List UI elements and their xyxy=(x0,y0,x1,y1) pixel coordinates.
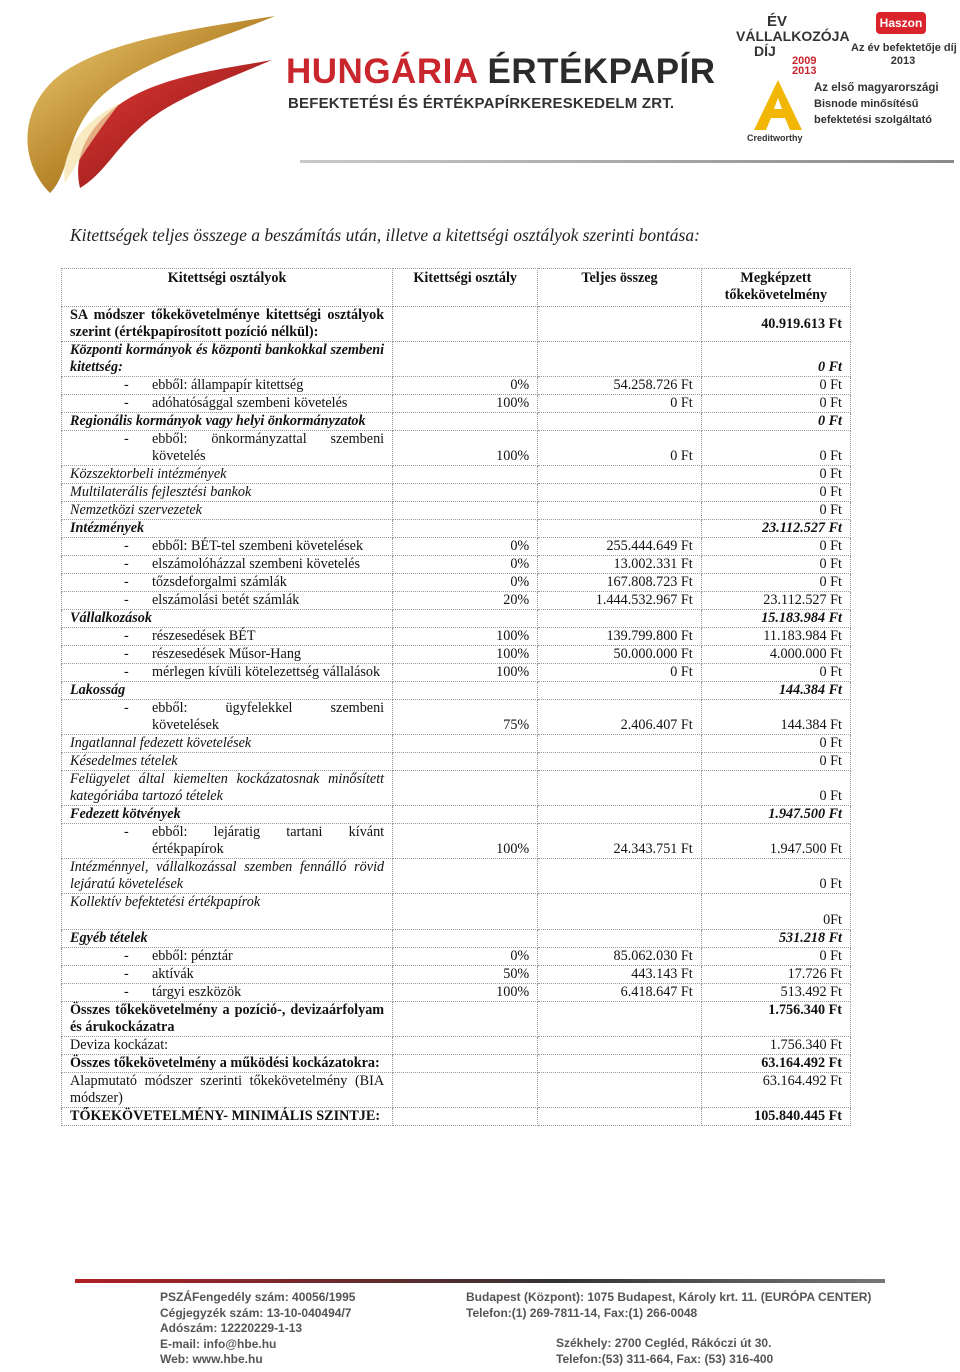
table-row xyxy=(62,1108,851,1126)
row-label-cell xyxy=(62,1073,393,1108)
total-amount-cell: 24.343.751 Ft xyxy=(538,824,702,859)
capital-requirement-cell: 63.164.492 Ft xyxy=(701,1073,850,1108)
row-label-cell xyxy=(62,1002,393,1037)
row-label: elszámolóházzal szembeni követelés xyxy=(152,556,360,572)
rating-line-2: Bisnode minősítésű xyxy=(814,98,919,110)
row-label: részesedések Műsor-Hang xyxy=(152,646,302,662)
table-row xyxy=(62,1037,851,1055)
total-amount-cell xyxy=(538,753,702,771)
risk-weight-cell: 20% xyxy=(393,592,538,610)
row-label: ebből: lejáratig tartani kívánt értékpapírok xyxy=(152,824,385,857)
list-dash: - xyxy=(124,592,129,608)
capital-requirement-cell: 15.183.984 Ft xyxy=(701,610,850,628)
total-amount-cell xyxy=(538,502,702,520)
footer-seat-phone: Telefon:(53) 311-664, Fax: (53) 316-400 xyxy=(556,1351,774,1366)
row-label-cell xyxy=(62,646,393,664)
capital-requirement-cell: 0 Ft xyxy=(701,556,850,574)
risk-weight-cell xyxy=(393,1037,538,1055)
total-amount-cell: 255.444.649 Ft xyxy=(538,538,702,556)
total-amount-cell xyxy=(538,520,702,538)
list-dash: - xyxy=(124,628,129,644)
table-row xyxy=(62,984,851,1002)
row-label-cell xyxy=(62,735,393,753)
row-label-cell xyxy=(62,377,393,395)
haszon-award-line-1: Az év befektetője díj xyxy=(851,42,957,54)
brand-word-hungaria: HUNGÁRIA xyxy=(286,52,478,91)
footer-hq-address xyxy=(466,1290,871,1321)
risk-weight-cell: 0% xyxy=(393,948,538,966)
risk-weight-cell xyxy=(393,894,538,930)
capital-requirement-cell: 0 Ft xyxy=(701,431,850,466)
exposure-table xyxy=(61,268,851,1126)
total-amount-cell: 13.002.331 Ft xyxy=(538,556,702,574)
risk-weight-cell: 0% xyxy=(393,538,538,556)
table-row xyxy=(62,520,851,538)
creditworthy-a-logo xyxy=(752,78,804,132)
total-amount-cell: 6.418.647 Ft xyxy=(538,984,702,1002)
risk-weight-cell xyxy=(393,610,538,628)
total-amount-cell xyxy=(538,307,702,342)
haszon-award-line-2: 2013 xyxy=(890,55,916,67)
brand-name xyxy=(286,52,716,92)
row-label-cell xyxy=(62,700,393,735)
table-row xyxy=(62,502,851,520)
capital-requirement-cell: 0 Ft xyxy=(701,395,850,413)
risk-weight-cell xyxy=(393,484,538,502)
total-amount-cell xyxy=(538,466,702,484)
risk-weight-cell xyxy=(393,771,538,806)
total-amount-cell: 139.799.800 Ft xyxy=(538,628,702,646)
capital-requirement-cell: 0 Ft xyxy=(701,753,850,771)
row-label: ebből: állampapír kitettség xyxy=(152,377,304,393)
capital-requirement-cell: 63.164.492 Ft xyxy=(701,1055,850,1073)
table-row xyxy=(62,466,851,484)
list-dash: - xyxy=(124,574,129,590)
row-label-cell xyxy=(62,610,393,628)
capital-requirement-cell: 0 Ft xyxy=(701,735,850,753)
row-label: aktívák xyxy=(152,966,194,982)
header-exposure-classes: Kitettségi osztályok xyxy=(62,269,393,307)
capital-requirement-cell: 144.384 Ft xyxy=(701,700,850,735)
award-line-1: ÉV xyxy=(766,13,787,30)
row-label: Egyéb tételek xyxy=(70,930,148,946)
risk-weight-cell xyxy=(393,753,538,771)
row-label: Intézménnyel, vállalkozással szemben fennálló rövid lejáratú követelések xyxy=(70,859,385,892)
creditworthy-label: Creditworthy xyxy=(747,133,803,143)
table-row xyxy=(62,682,851,700)
capital-requirement-cell: 0 Ft xyxy=(701,466,850,484)
total-amount-cell xyxy=(538,682,702,700)
capital-requirement-cell: 0 Ft xyxy=(701,948,850,966)
row-label: tárgyi eszközök xyxy=(152,984,242,1000)
risk-weight-cell: 100% xyxy=(393,395,538,413)
capital-requirement-cell: 17.726 Ft xyxy=(701,966,850,984)
capital-requirement-cell: 0 Ft xyxy=(701,664,850,682)
row-label: Közszektorbeli intézmények xyxy=(70,466,227,482)
footer-hq-line: Budapest (Központ): 1075 Budapest, Károly krt. 11. (EURÓPA CENTER) xyxy=(466,1290,872,1304)
row-label: Ingatlannal fedezett követelések xyxy=(70,735,252,751)
risk-weight-cell xyxy=(393,1055,538,1073)
total-amount-cell xyxy=(538,894,702,930)
table-row xyxy=(62,894,851,930)
capital-requirement-cell: 4.000.000 Ft xyxy=(701,646,850,664)
row-label-cell xyxy=(62,1055,393,1073)
table-row xyxy=(62,859,851,894)
brand-word-ertekpapir: ÉRTÉKPAPÍR xyxy=(487,52,716,91)
row-label-cell xyxy=(62,824,393,859)
table-row xyxy=(62,735,851,753)
risk-weight-cell: 100% xyxy=(393,646,538,664)
table-row xyxy=(62,484,851,502)
list-dash: - xyxy=(124,966,129,982)
total-amount-cell: 0 Ft xyxy=(538,664,702,682)
row-label: SA módszer tőkekövetelménye kitettségi osztályok szerint (értékpapírosított pozíció nélkül): xyxy=(70,307,385,340)
footer-company-reg: Cégjegyzék szám: 13-10-040494/7 xyxy=(160,1305,352,1320)
rating-text xyxy=(814,80,939,128)
capital-requirement-cell: 0 Ft xyxy=(701,484,850,502)
capital-requirement-cell: 23.112.527 Ft xyxy=(701,520,850,538)
row-label: ebből: pénztár xyxy=(152,948,233,964)
capital-requirement-cell: 40.919.613 Ft xyxy=(701,307,850,342)
risk-weight-cell xyxy=(393,413,538,431)
risk-weight-cell: 100% xyxy=(393,431,538,466)
total-amount-cell xyxy=(538,771,702,806)
capital-requirement-cell: 513.492 Ft xyxy=(701,984,850,1002)
risk-weight-cell xyxy=(393,930,538,948)
row-label: ebből: BÉT-tel szembeni követelések xyxy=(152,538,364,554)
row-label-cell xyxy=(62,502,393,520)
table-row xyxy=(62,342,851,377)
capital-requirement-cell: 531.218 Ft xyxy=(701,930,850,948)
list-dash: - xyxy=(124,984,129,1000)
capital-requirement-cell: 0 Ft xyxy=(701,413,850,431)
row-label-cell xyxy=(62,1037,393,1055)
risk-weight-cell: 100% xyxy=(393,664,538,682)
award-logo xyxy=(736,13,850,77)
table-row xyxy=(62,574,851,592)
table-row xyxy=(62,610,851,628)
footer-seat-address xyxy=(556,1336,773,1367)
total-amount-cell xyxy=(538,1055,702,1073)
risk-weight-cell: 75% xyxy=(393,700,538,735)
risk-weight-cell: 100% xyxy=(393,984,538,1002)
capital-requirement-cell: 0 Ft xyxy=(701,377,850,395)
total-amount-cell: 443.143 Ft xyxy=(538,966,702,984)
risk-weight-cell xyxy=(393,735,538,753)
row-label: Felügyelet által kiemelten kockázatosnak minősített kategóriába tartozó tételek xyxy=(70,771,385,804)
letterhead xyxy=(0,0,960,205)
table-row xyxy=(62,1055,851,1073)
list-dash: - xyxy=(124,948,129,964)
total-amount-cell xyxy=(538,1073,702,1108)
row-label: Összes tőkekövetelmény a működési kockázatokra: xyxy=(70,1055,380,1071)
table-row xyxy=(62,377,851,395)
footer-hq-phone: Telefon:(1) 269-7811-14, Fax:(1) 266-0048 xyxy=(466,1305,698,1320)
rating-line-1: Az első magyarországi xyxy=(814,82,939,94)
brand-subtitle: BEFEKTETÉSI ÉS ÉRTÉKPAPÍRKERESKEDELM ZRT. xyxy=(288,95,675,112)
list-dash: - xyxy=(124,538,129,554)
capital-requirement-cell: 0 Ft xyxy=(701,771,850,806)
table-row xyxy=(62,628,851,646)
capital-requirement-cell: 144.384 Ft xyxy=(701,682,850,700)
row-label: Fedezett kötvények xyxy=(70,806,181,822)
row-label: Multilaterális fejlesztési bankok xyxy=(70,484,252,500)
total-amount-cell: 0 Ft xyxy=(538,431,702,466)
row-label: ebből: ügyfelekkel szembeni követelések xyxy=(152,700,385,733)
capital-requirement-cell: 1.947.500 Ft xyxy=(701,806,850,824)
header-exposure-class: Kitettségi osztály xyxy=(393,269,538,307)
risk-weight-cell xyxy=(393,520,538,538)
table-row xyxy=(62,646,851,664)
row-label-cell xyxy=(62,395,393,413)
row-label: ebből: önkormányzattal szembeni követelés xyxy=(152,431,385,464)
table-body xyxy=(62,307,851,1126)
row-label-cell xyxy=(62,984,393,1002)
risk-weight-cell: 100% xyxy=(393,628,538,646)
total-amount-cell: 50.000.000 Ft xyxy=(538,646,702,664)
footer-license: PSZÁFengedély szám: 40056/1995 xyxy=(160,1290,356,1304)
risk-weight-cell xyxy=(393,682,538,700)
total-amount-cell xyxy=(538,1108,702,1126)
row-label-cell xyxy=(62,966,393,984)
table-row xyxy=(62,806,851,824)
total-amount-cell xyxy=(538,859,702,894)
row-label-cell xyxy=(62,771,393,806)
risk-weight-cell xyxy=(393,806,538,824)
row-label-cell xyxy=(62,431,393,466)
row-label: Lakosság xyxy=(70,682,126,698)
table-row xyxy=(62,556,851,574)
haszon-logo: Haszon xyxy=(876,12,926,34)
header-capital-requirement: Megképzett tőkekövetelmény xyxy=(701,269,850,307)
table-header-row xyxy=(62,269,851,307)
total-amount-cell: 85.062.030 Ft xyxy=(538,948,702,966)
row-label-cell xyxy=(62,859,393,894)
capital-requirement-cell: 0Ft xyxy=(701,894,850,930)
row-label: tőzsdeforgalmi számlák xyxy=(152,574,287,590)
row-label-cell xyxy=(62,307,393,342)
list-dash: - xyxy=(124,395,129,411)
table-row xyxy=(62,592,851,610)
table-row xyxy=(62,1073,851,1108)
row-label: Intézmények xyxy=(70,520,145,536)
row-label-cell xyxy=(62,753,393,771)
footer-email: E-mail: info@hbe.hu xyxy=(160,1336,277,1351)
award-line-3: DÍJ xyxy=(754,43,776,59)
capital-requirement-cell: 0 Ft xyxy=(701,342,850,377)
row-label: mérlegen kívüli kötelezettség vállalások xyxy=(152,664,381,680)
risk-weight-cell: 0% xyxy=(393,574,538,592)
row-label-cell xyxy=(62,556,393,574)
table-row xyxy=(62,1002,851,1037)
footer-tax-number: Adószám: 12220229-1-13 xyxy=(160,1321,303,1335)
table-row xyxy=(62,664,851,682)
row-label: Vállalkozások xyxy=(70,610,152,626)
total-amount-cell xyxy=(538,413,702,431)
table-row xyxy=(62,307,851,342)
row-label-cell xyxy=(62,628,393,646)
risk-weight-cell: 0% xyxy=(393,556,538,574)
capital-requirement-cell: 1.756.340 Ft xyxy=(701,1002,850,1037)
row-label: Kollektív befektetési értékpapírok xyxy=(70,894,261,910)
capital-requirement-cell: 1.756.340 Ft xyxy=(701,1037,850,1055)
table-row xyxy=(62,753,851,771)
row-label-cell xyxy=(62,1108,393,1126)
row-label: Deviza kockázat: xyxy=(70,1037,169,1053)
row-label: Nemzetközi szervezetek xyxy=(70,502,202,518)
row-label: Összes tőkekövetelmény a pozíció-, devizaárfolyam és árukockázatra xyxy=(70,1002,385,1035)
risk-weight-cell xyxy=(393,307,538,342)
row-label-cell xyxy=(62,413,393,431)
risk-weight-cell: 100% xyxy=(393,824,538,859)
rating-line-3: befektetési szolgáltató xyxy=(814,114,932,126)
total-amount-cell xyxy=(538,1037,702,1055)
total-amount-cell: 1.444.532.967 Ft xyxy=(538,592,702,610)
row-label: elszámolási betét számlák xyxy=(152,592,300,608)
total-amount-cell xyxy=(538,610,702,628)
risk-weight-cell xyxy=(393,859,538,894)
risk-weight-cell xyxy=(393,1002,538,1037)
row-label-cell xyxy=(62,806,393,824)
risk-weight-cell xyxy=(393,342,538,377)
header-divider xyxy=(300,160,954,163)
list-dash: - xyxy=(124,646,129,662)
total-amount-cell xyxy=(538,806,702,824)
row-label-cell xyxy=(62,574,393,592)
list-dash: - xyxy=(124,700,129,716)
footer-web: Web: www.hbe.hu xyxy=(160,1352,263,1366)
risk-weight-cell xyxy=(393,502,538,520)
row-label: Késedelmes tételek xyxy=(70,753,178,769)
row-label-cell xyxy=(62,520,393,538)
company-logo-swirl xyxy=(10,8,280,203)
table-row xyxy=(62,413,851,431)
haszon-award-text xyxy=(851,42,955,68)
list-dash: - xyxy=(124,556,129,572)
risk-weight-cell xyxy=(393,466,538,484)
table-row xyxy=(62,966,851,984)
row-label-cell xyxy=(62,342,393,377)
header-total-amount: Teljes összeg xyxy=(538,269,702,307)
total-amount-cell xyxy=(538,1002,702,1037)
row-label-cell xyxy=(62,894,393,930)
row-label: Alapmutató módszer szerinti tőkekövetelmény (BIA módszer) xyxy=(70,1073,385,1106)
total-amount-cell xyxy=(538,484,702,502)
table-row xyxy=(62,824,851,859)
row-label-cell xyxy=(62,484,393,502)
capital-requirement-cell: 0 Ft xyxy=(701,859,850,894)
row-label-cell xyxy=(62,592,393,610)
award-years: 2009 2013 xyxy=(792,55,817,77)
table-row xyxy=(62,538,851,556)
list-dash: - xyxy=(124,431,129,447)
total-amount-cell: 54.258.726 Ft xyxy=(538,377,702,395)
table-row xyxy=(62,700,851,735)
row-label-cell xyxy=(62,466,393,484)
risk-weight-cell: 50% xyxy=(393,966,538,984)
row-label-cell xyxy=(62,682,393,700)
risk-weight-cell xyxy=(393,1108,538,1126)
table-row xyxy=(62,930,851,948)
footer-divider xyxy=(75,1279,885,1283)
total-amount-cell xyxy=(538,930,702,948)
row-label-cell xyxy=(62,664,393,682)
table-row xyxy=(62,948,851,966)
table-row xyxy=(62,431,851,466)
row-label: adóhatósággal szembeni követelés xyxy=(152,395,348,411)
row-label-cell xyxy=(62,948,393,966)
footer-seat-line: Székhely: 2700 Cegléd, Rákóczi út 30. xyxy=(556,1336,772,1350)
risk-weight-cell xyxy=(393,1073,538,1108)
total-amount-cell: 0 Ft xyxy=(538,395,702,413)
capital-requirement-cell: 0 Ft xyxy=(701,538,850,556)
row-label-cell xyxy=(62,930,393,948)
row-label: részesedések BÉT xyxy=(152,628,256,644)
row-label: Regionális kormányok vagy helyi önkormányzatok xyxy=(70,413,366,429)
total-amount-cell: 2.406.407 Ft xyxy=(538,700,702,735)
total-amount-cell xyxy=(538,342,702,377)
list-dash: - xyxy=(124,824,129,840)
row-label-cell xyxy=(62,538,393,556)
capital-requirement-cell: 105.840.445 Ft xyxy=(701,1108,850,1126)
row-label: Központi kormányok és központi bankokkal szembeni kitettség: xyxy=(70,342,385,375)
list-dash: - xyxy=(124,377,129,393)
capital-requirement-cell: 11.183.984 Ft xyxy=(701,628,850,646)
total-amount-cell xyxy=(538,735,702,753)
total-amount-cell: 167.808.723 Ft xyxy=(538,574,702,592)
capital-requirement-cell: 1.947.500 Ft xyxy=(701,824,850,859)
capital-requirement-cell: 23.112.527 Ft xyxy=(701,592,850,610)
row-label: TŐKEKÖVETELMÉNY- MINIMÁLIS SZINTJE: xyxy=(70,1108,381,1124)
table-row xyxy=(62,395,851,413)
risk-weight-cell: 0% xyxy=(393,377,538,395)
award-line-2: VÁLLALKOZÓJA xyxy=(736,28,850,44)
footer-registration xyxy=(160,1290,355,1368)
section-caption: Kitettségek teljes összege a beszámítás után, illetve a kitettségi osztályok szerinti bontása: xyxy=(70,225,700,245)
capital-requirement-cell: 0 Ft xyxy=(701,574,850,592)
list-dash: - xyxy=(124,664,129,680)
capital-requirement-cell: 0 Ft xyxy=(701,502,850,520)
table-row xyxy=(62,771,851,806)
